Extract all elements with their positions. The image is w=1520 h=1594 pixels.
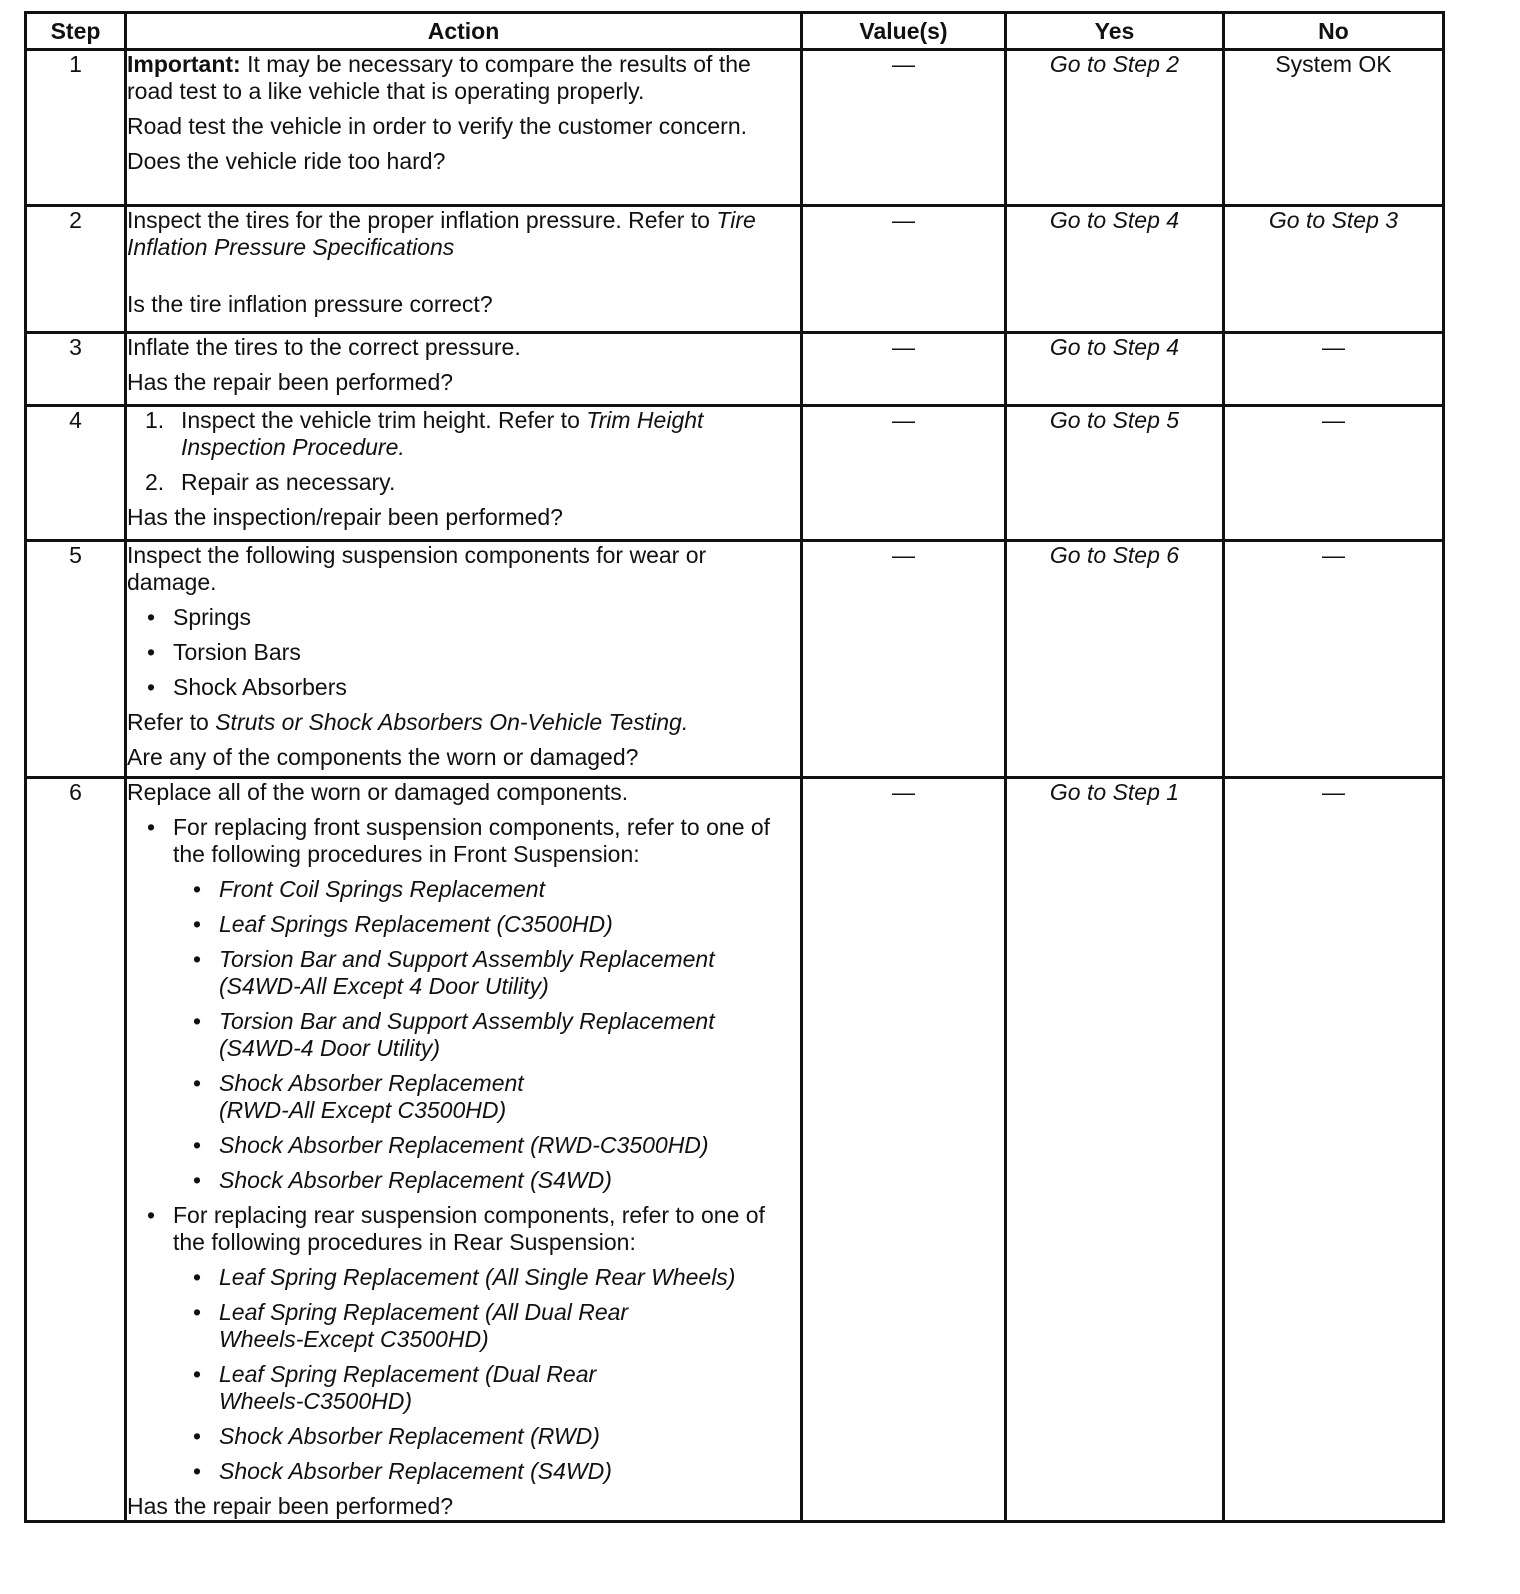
sub-bullet-item xyxy=(193,1070,800,1124)
bullet-icon: • xyxy=(193,946,202,972)
action-cell xyxy=(126,206,802,333)
important-text: It may be necessary to compare the results of the road test to a like vehicle that is operating properly. xyxy=(127,51,751,104)
table-row xyxy=(26,541,1444,778)
question-text: Does the vehicle ride too hard? xyxy=(127,148,446,174)
bullet-icon: • xyxy=(193,1132,202,1158)
reference-link: Struts or Shock Absorbers On-Vehicle Testing. xyxy=(215,709,689,735)
header-no: No xyxy=(1224,13,1444,50)
header-values: Value(s) xyxy=(802,13,1006,50)
bullet-icon: • xyxy=(147,1202,156,1228)
bullet-item xyxy=(147,639,800,666)
action-cell xyxy=(126,50,802,206)
bullet-icon: • xyxy=(193,1361,202,1387)
bullet-icon: • xyxy=(193,1008,202,1034)
yes-cell: Go to Step 5 xyxy=(1006,406,1224,541)
bullet-item xyxy=(147,674,800,701)
action-cell xyxy=(126,778,802,1522)
instruction-text: Replace all of the worn or damaged components. xyxy=(127,779,629,805)
header-row xyxy=(26,13,1444,50)
question-text: Has the inspection/repair been performed? xyxy=(127,504,563,530)
sub-bullet-item xyxy=(193,1299,800,1353)
bullet-text: For replacing rear suspension components, refer to one of the following procedures in Rear Suspension: xyxy=(173,1202,765,1255)
item-text: Repair as necessary. xyxy=(181,469,396,495)
bullet-icon: • xyxy=(193,1458,202,1484)
item-prefix: Inspect the vehicle trim height. Refer to xyxy=(181,407,587,433)
bullet-icon: • xyxy=(147,674,156,700)
important-label: Important: xyxy=(127,51,241,77)
no-cell: — xyxy=(1224,333,1444,406)
bullet-icon: • xyxy=(193,1423,202,1449)
question-text: Is the tire inflation pressure correct? xyxy=(127,291,493,317)
important-note xyxy=(127,51,800,105)
value-cell: — xyxy=(802,333,1006,406)
sub-bullet-item xyxy=(193,876,800,903)
no-cell: Go to Step 3 xyxy=(1224,206,1444,333)
procedure-link: Shock Absorber Replacement (S4WD) xyxy=(219,1167,612,1193)
item-number: 1. xyxy=(145,407,165,433)
bullet-icon: • xyxy=(147,814,156,840)
action-cell xyxy=(126,406,802,541)
question-text: Are any of the components the worn or damaged? xyxy=(127,744,639,770)
reference-link: Trim Height Inspection Procedure. xyxy=(181,407,704,460)
step-number: 5 xyxy=(26,541,126,778)
bullet-icon: • xyxy=(193,911,202,937)
instruction-text xyxy=(127,207,800,261)
bullet-icon: • xyxy=(147,604,156,630)
value-cell: — xyxy=(802,541,1006,778)
no-cell: — xyxy=(1224,778,1444,1522)
value-cell: — xyxy=(802,406,1006,541)
sub-bullet-item xyxy=(193,1132,800,1159)
instruction-text: Inflate the tires to the correct pressure. xyxy=(127,334,521,360)
procedure-link: Leaf Springs Replacement (C3500HD) xyxy=(219,911,613,937)
action-cell xyxy=(126,333,802,406)
yes-cell: Go to Step 2 xyxy=(1006,50,1224,206)
step-number: 1 xyxy=(26,50,126,206)
item-text xyxy=(181,407,800,461)
table-row xyxy=(26,406,1444,541)
procedure-link: Shock Absorber Replacement (S4WD) xyxy=(219,1458,612,1484)
procedure-link: Torsion Bar and Support Assembly Replacement (S4WD-4 Door Utility) xyxy=(219,1008,715,1061)
yes-cell: Go to Step 4 xyxy=(1006,206,1224,333)
procedure-link: Torsion Bar and Support Assembly Replacement (S4WD-All Except 4 Door Utility) xyxy=(219,946,715,999)
refer-text xyxy=(127,709,800,736)
sub-bullet-item xyxy=(193,1458,800,1485)
step-number: 3 xyxy=(26,333,126,406)
value-cell: — xyxy=(802,50,1006,206)
bullet-text: Shock Absorbers xyxy=(173,674,347,700)
bullet-icon: • xyxy=(193,876,202,902)
instruction-text: Road test the vehicle in order to verify the customer concern. xyxy=(127,113,748,139)
header-action: Action xyxy=(126,13,802,50)
bullet-text: Springs xyxy=(173,604,251,630)
value-cell: — xyxy=(802,206,1006,333)
sub-bullet-item xyxy=(193,1008,800,1062)
item-number: 2. xyxy=(145,469,165,495)
yes-cell: Go to Step 6 xyxy=(1006,541,1224,778)
procedure-link: Front Coil Springs Replacement xyxy=(219,876,545,902)
procedure-link: Shock Absorber Replacement (RWD) xyxy=(219,1423,600,1449)
yes-cell: Go to Step 4 xyxy=(1006,333,1224,406)
refer-prefix: Refer to xyxy=(127,709,216,735)
procedure-link: Leaf Spring Replacement (All Dual Rear Wheels-Except C3500HD) xyxy=(219,1299,629,1352)
sub-bullet-item xyxy=(193,911,800,938)
reference-link: Tire Inflation Pressure Specifications xyxy=(127,207,756,260)
table-row xyxy=(26,206,1444,333)
table-row xyxy=(26,778,1444,1522)
bullet-text: For replacing front suspension components, refer to one of the following procedures in Front Suspension: xyxy=(173,814,771,867)
bullet-item xyxy=(147,814,800,868)
spacer xyxy=(127,269,800,291)
sub-bullet-item xyxy=(193,1361,800,1415)
table-row xyxy=(26,50,1444,206)
instruction-prefix: Inspect the tires for the proper inflation pressure. Refer to xyxy=(127,207,717,233)
header-yes: Yes xyxy=(1006,13,1224,50)
value-cell: — xyxy=(802,778,1006,1522)
bullet-icon: • xyxy=(193,1264,202,1290)
bullet-icon: • xyxy=(147,639,156,665)
step-number: 6 xyxy=(26,778,126,1522)
question-text: Has the repair been performed? xyxy=(127,369,454,395)
sub-bullet-item xyxy=(193,1167,800,1194)
procedure-link: Shock Absorber Replacement (RWD-C3500HD) xyxy=(219,1132,709,1158)
no-cell: — xyxy=(1224,406,1444,541)
bullet-text: Torsion Bars xyxy=(173,639,301,665)
numbered-item xyxy=(145,469,800,496)
procedure-link: Shock Absorber Replacement (RWD-All Except C3500HD) xyxy=(219,1070,524,1123)
yes-cell: Go to Step 1 xyxy=(1006,778,1224,1522)
sub-bullet-item xyxy=(193,1423,800,1450)
bullet-icon: • xyxy=(193,1167,202,1193)
bullet-icon: • xyxy=(193,1299,202,1325)
question-text: Has the repair been performed? xyxy=(127,1493,454,1519)
instruction-text: Inspect the following suspension components for wear or damage. xyxy=(127,542,707,595)
bullet-icon: • xyxy=(193,1070,202,1096)
diagnostic-table xyxy=(24,11,1445,1523)
bullet-item xyxy=(147,1202,800,1256)
step-number: 2 xyxy=(26,206,126,333)
procedure-link: Leaf Spring Replacement (Dual Rear Wheels-C3500HD) xyxy=(219,1361,597,1414)
header-step: Step xyxy=(26,13,126,50)
procedure-link: Leaf Spring Replacement (All Single Rear Wheels) xyxy=(219,1264,736,1290)
table-row xyxy=(26,333,1444,406)
numbered-item xyxy=(145,407,800,461)
sub-bullet-item xyxy=(193,946,800,1000)
sub-bullet-item xyxy=(193,1264,800,1291)
bullet-item xyxy=(147,604,800,631)
action-cell xyxy=(126,541,802,778)
step-number: 4 xyxy=(26,406,126,541)
no-cell: System OK xyxy=(1224,50,1444,206)
no-cell: — xyxy=(1224,541,1444,778)
